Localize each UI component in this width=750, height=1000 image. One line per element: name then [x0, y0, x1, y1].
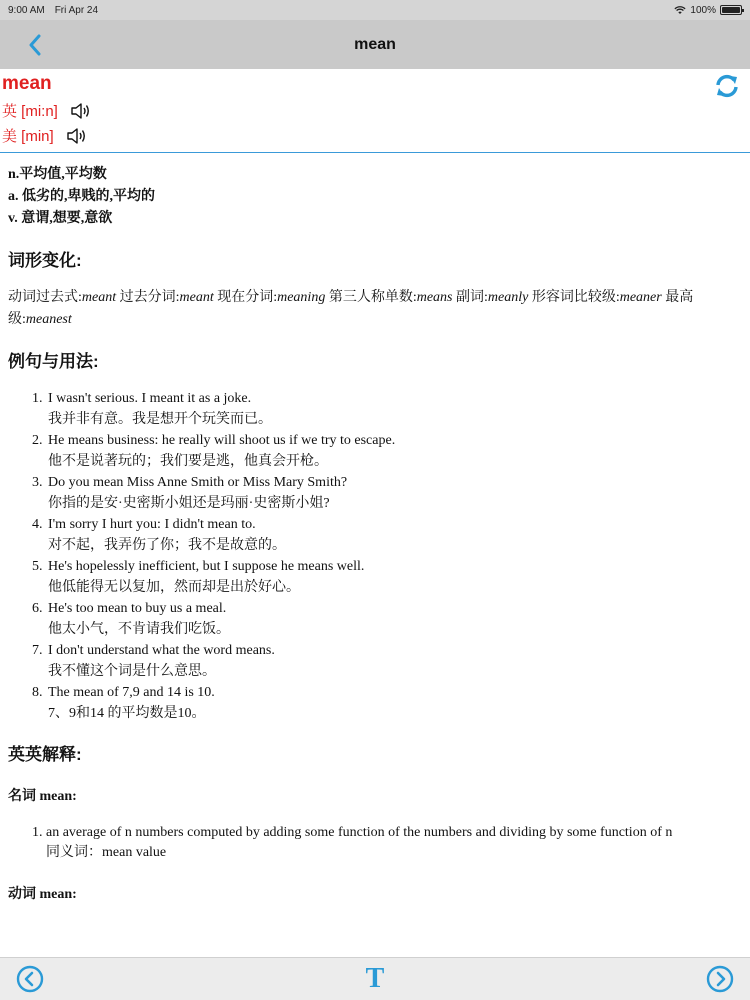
sense-text: 1. an average of n numbers computed by adding some function of the numbers and dividing by some function of n	[46, 825, 673, 840]
uk-speaker-button[interactable]	[70, 102, 90, 120]
refresh-button[interactable]	[714, 73, 740, 99]
wifi-icon	[674, 5, 686, 15]
form-label: 过去分词:	[116, 290, 180, 305]
example-en: 1. I wasn't serious. I meant it as a joke.	[48, 391, 252, 406]
definitions	[8, 164, 742, 230]
word-forms	[8, 287, 742, 331]
definition-noun: n.平均值,平均数	[8, 167, 107, 182]
page-title: mean	[354, 35, 396, 53]
us-phonetic: 美 [min]	[2, 128, 54, 145]
example-zh: 我不懂这个词是什么意思。	[48, 664, 216, 679]
form-value: means	[416, 290, 453, 305]
sense-synonyms: 同义词：mean value	[46, 845, 167, 860]
form-label: 形容词比较级:	[528, 290, 620, 305]
word-header	[0, 69, 750, 153]
status-right	[674, 5, 742, 16]
list-item	[46, 472, 742, 514]
list-item	[46, 682, 742, 724]
noun-heading: 名词 mean:	[8, 789, 77, 804]
form-label: 第三人称单数:	[325, 290, 417, 305]
form-value: meaner	[619, 290, 662, 305]
noun-senses-list	[8, 823, 742, 863]
uk-pronunciation	[2, 100, 90, 121]
list-item	[46, 388, 742, 430]
status-time: 9:00 AM	[8, 4, 45, 16]
word-forms-heading: 词形变化:	[8, 251, 82, 270]
next-button[interactable]	[705, 964, 735, 994]
bottom-toolbar	[0, 957, 750, 1000]
list-item	[46, 556, 742, 598]
example-zh: 我并非有意。我是想开个玩笑而已。	[48, 412, 272, 427]
status-bar	[0, 0, 750, 20]
example-en: 3. Do you mean Miss Anne Smith or Miss Mary Smith?	[48, 475, 348, 490]
list-item	[46, 640, 742, 682]
back-button[interactable]	[20, 30, 50, 60]
definition-adjective: a. 低劣的,卑贱的,平均的	[8, 189, 155, 204]
form-label: 最高级:	[8, 290, 694, 327]
circle-chevron-left-icon	[16, 965, 44, 993]
example-en: 7. I don't understand what the word means.	[48, 643, 275, 658]
english-explanations-heading: 英英解释:	[8, 745, 82, 764]
example-zh: 7、9和14 的平均数是10。	[48, 706, 206, 721]
form-value: meant	[179, 290, 214, 305]
example-en: 6. He's too mean to buy us a meal.	[48, 601, 227, 616]
list-item	[46, 598, 742, 640]
form-value: meaning	[277, 290, 326, 305]
list-item	[46, 823, 742, 863]
verb-heading: 动词 mean:	[8, 887, 77, 902]
us-speaker-button[interactable]	[66, 127, 86, 145]
uk-phonetic: 英 [mi:n]	[2, 103, 58, 120]
example-zh: 你指的是安·史密斯小姐还是玛丽·史密斯小姐?	[48, 496, 330, 511]
chevron-left-icon	[28, 34, 42, 56]
form-label: 副词:	[452, 290, 488, 305]
previous-button[interactable]	[15, 964, 45, 994]
definition-verb: v. 意谓,想要,意欲	[8, 211, 113, 226]
nav-bar	[0, 20, 750, 69]
circle-chevron-right-icon	[706, 965, 734, 993]
us-pronunciation	[2, 125, 86, 146]
content-area[interactable]	[0, 154, 750, 957]
speaker-icon	[70, 102, 90, 120]
examples-heading: 例句与用法:	[8, 352, 99, 371]
battery-icon	[720, 5, 742, 15]
example-en: 8. The mean of 7,9 and 14 is 10.	[48, 685, 215, 700]
headword: mean	[2, 73, 52, 94]
form-label: 动词过去式:	[8, 290, 82, 305]
speaker-icon	[66, 127, 86, 145]
form-value: meant	[81, 290, 117, 305]
font-size-button[interactable]: T	[365, 963, 385, 994]
example-en: 4. I'm sorry I hurt you: I didn't mean to.	[48, 517, 256, 532]
form-value: meanest	[25, 312, 72, 327]
form-value: meanly	[487, 290, 529, 305]
example-en: 5. He's hopelessly inefficient, but I suppose he means well.	[48, 559, 365, 574]
list-item	[46, 514, 742, 556]
battery-percent: 100%	[690, 4, 716, 16]
list-item	[46, 430, 742, 472]
example-zh: 他太小气，不肯请我们吃饭。	[48, 622, 230, 637]
example-zh: 对不起，我弄伤了你；我不是故意的。	[48, 538, 286, 553]
form-label: 现在分词:	[213, 290, 278, 305]
example-zh: 他不是说著玩的；我们要是逃，他真会开枪。	[48, 454, 328, 469]
refresh-icon	[714, 73, 740, 99]
examples-list	[8, 388, 742, 724]
status-date: Fri Apr 24	[54, 4, 99, 16]
example-zh: 他低能得无以复加，然而却是出於好心。	[48, 580, 300, 595]
example-en: 2. He means business: he really will shoot us if we try to escape.	[48, 433, 396, 448]
